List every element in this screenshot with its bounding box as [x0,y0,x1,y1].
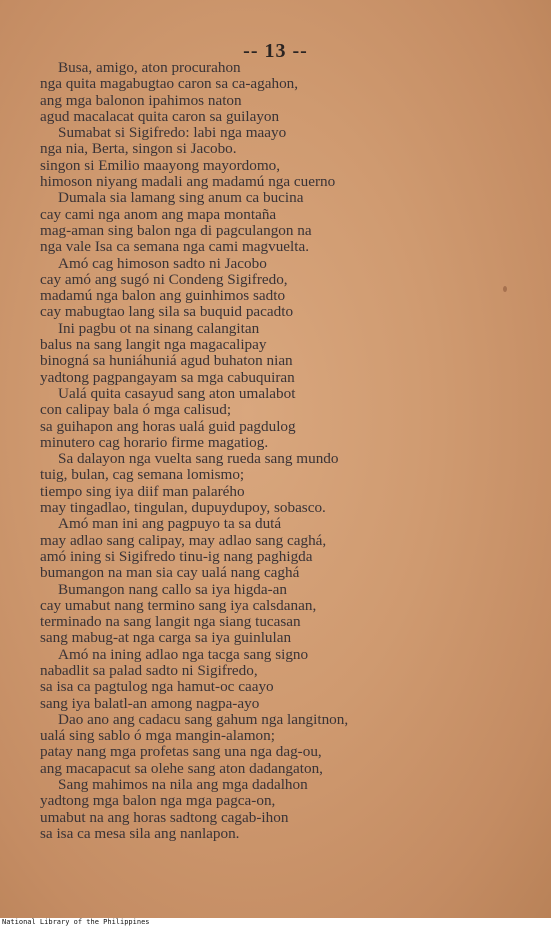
text-line: nga quita magabugtao caron sa ca-agahon, [40,75,299,93]
text-line: ang macapacut sa olehe sang aton dadangaton, [40,759,323,777]
text-line: nga vale Isa ca semana nga cami magvuelta. [40,238,310,256]
text-line: Sumabat si Sigifredo: labi nga maayo [58,124,287,142]
text-line: binogná sa huniáhuniá agud buhaton nian [40,352,293,370]
text-line: singon si Emilio maayong mayordomo, [40,156,281,174]
text-line: cay umabut nang termino sang iya calsdanan, [40,596,317,614]
text-line: yadtong pagpangayam sa mga cabuquiran [40,368,295,386]
text-line: terminado na sang langit nga siang tucasan [40,613,301,631]
text-line: Dao ano ang cadacu sang gahum nga langitnon, [58,710,349,728]
text-line: ang mga balonon ipahimos naton [40,91,242,109]
text-line: Ini pagbu ot na sinang calangitan [58,319,260,337]
text-line: yadtong mga balon nga mga pagca-on, [40,792,276,810]
text-line: con calipay bala ó mga calisud; [40,401,232,419]
text-line: agud macalacat quita caron sa guilayon [40,107,280,125]
poem-text [40,60,510,842]
text-line: minutero cag horario firme magatiog. [40,433,269,451]
text-line: umabut na ang horas sadtong cagab-ihon [40,808,289,826]
text-line: tuig, bulan, cag semana lomismo; [40,466,245,484]
text-line: amó ining si Sigifredo tinu-ig nang paghigda [40,547,313,565]
text-line: patay nang mga profetas sang una nga dag-ou, [40,743,322,761]
text-line: Amó na ining adlao nga tacga sang signo [58,645,309,663]
text-line: himoson niyang madali ang madamú nga cuerno [40,173,336,191]
text-line: sa guihapon ang horas ualá guid pagdulog [40,417,296,435]
text-line: nga nia, Berta, singon si Jacobo. [40,140,237,158]
text-line: sa isa ca mesa sila ang nanlapon. [40,824,240,842]
text-line: may tingadlao, tingulan, dupuydupoy, sobasco. [40,499,326,517]
text-line: sang mabug-at nga carga sa iya guinlulan [40,629,292,647]
text-line: nabadlit sa palad sadto ni Sigifredo, [40,661,258,679]
text-line: Sang mahimos na nila ang mga dadalhon [58,776,308,794]
text-line: ualá sing sablo ó mga mangin-alamon; [40,727,275,745]
text-line: sa isa ca pagtulog nga hamut-oc caayo [40,678,274,696]
text-line: may adlao sang calipay, may adlao sang caghá, [40,531,327,549]
text-line: Busa, amigo, aton procurahon [58,59,241,76]
paper-stain [503,286,507,292]
text-line: cay cami nga anom ang mapa montaña [40,205,277,223]
text-line: Dumala sia lamang sing anum ca bucina [58,189,304,207]
text-line: Sa dalayon nga vuelta sang rueda sang mundo [58,450,339,468]
text-line: Ualá quita casayud sang aton umalabot [58,384,296,402]
text-line: mag-aman sing balon nga di pagculangon na [40,221,312,239]
text-line: Amó man ini ang pagpuyo ta sa dutá [58,515,282,533]
text-line: cay mabugtao lang sila sa buquid pacadto [40,303,294,321]
text-line: cay amó ang sugó ni Condeng Sigifredo, [40,270,288,288]
text-line: bumangon na man sia cay ualá nang caghá [40,564,300,582]
library-credit: National Library of the Philippines [2,918,150,926]
page-number: -- 13 -- [243,40,308,62]
text-line: Amó cag himoson sadto ni Jacobo [58,254,267,272]
text-line: Bumangon nang callo sa iya higda-an [58,580,288,598]
text-line: sang iya balatl-an among nagpa-ayo [40,694,260,712]
text-line: tiempo sing iya diif man palarého [40,482,245,500]
text-line: madamú nga balon ang guinhimos sadto [40,287,286,305]
text-line: balus na sang langit nga magacalipay [40,336,267,354]
